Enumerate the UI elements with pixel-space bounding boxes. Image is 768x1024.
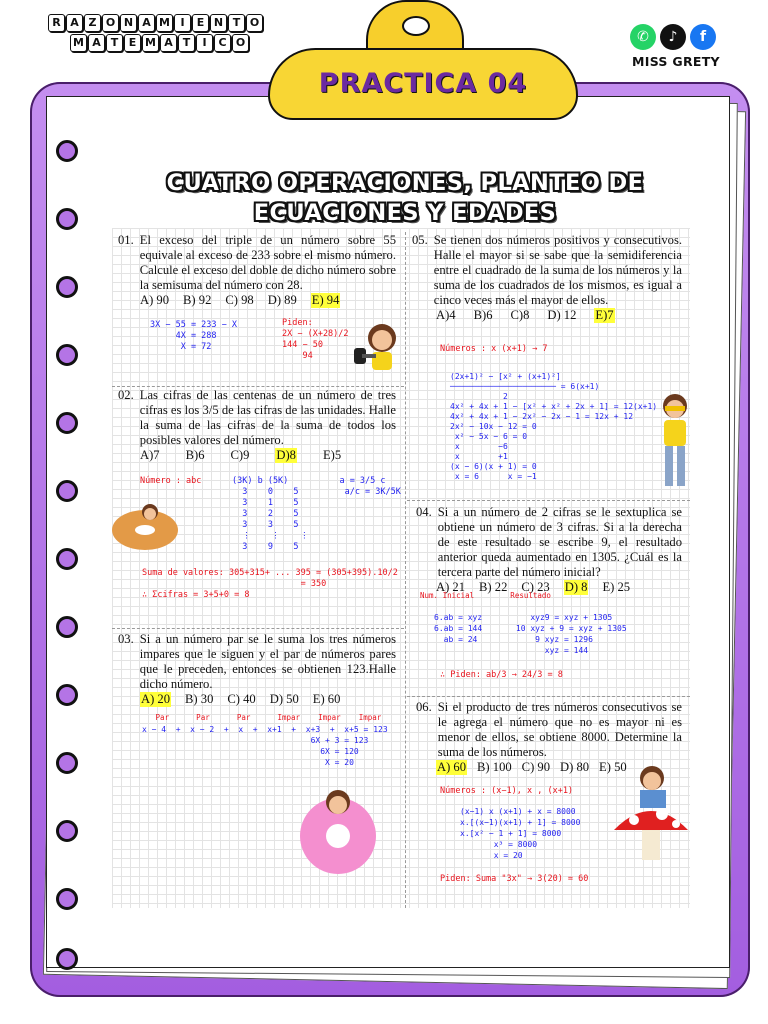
problem-05 xyxy=(412,233,682,323)
brand-letter-tile: I xyxy=(196,34,213,52)
binder-ring-icon xyxy=(56,948,78,970)
problem-statement xyxy=(416,505,682,580)
brand-letter-tile: O xyxy=(102,14,119,32)
avatar-bagel-image xyxy=(110,492,180,552)
whatsapp-icon[interactable]: ✆ xyxy=(630,24,656,50)
answer-options xyxy=(436,308,682,323)
option-e: E) 50 xyxy=(599,760,627,774)
answer-options xyxy=(140,293,396,308)
binder-ring-icon xyxy=(56,820,78,842)
option-e: E) 25 xyxy=(602,580,631,594)
option-e-correct: E) 94 xyxy=(311,293,340,307)
option-d: D) 89 xyxy=(267,293,297,307)
option-b: B) 92 xyxy=(183,293,212,307)
option-e-correct: E)7 xyxy=(595,308,614,322)
p04-asked-text: ∴ Piden: ab/3 → 24/3 = 8 xyxy=(440,670,563,680)
p04-solution: 6.ab = xyz xyz9 = xyz + 1305 6.ab = 144 10 xyz + 9 = xyz + 1305 ab = 24 9 xyz = 1296 xyz = 144 xyxy=(434,613,627,655)
brand-letter-tile: M xyxy=(156,14,173,32)
option-b: B)6 xyxy=(473,308,493,322)
brand-letter-tile: Z xyxy=(84,14,101,32)
binder-ring-icon xyxy=(56,888,78,910)
problem-04 xyxy=(416,505,682,595)
problem-text: Si el producto de tres números consecutivos se le agrega el número que no es mayor ni es menor de ellos, se obtiene 8000. Determine la suma de los números. xyxy=(437,700,682,759)
option-b: B) 30 xyxy=(185,692,214,706)
option-b: B)6 xyxy=(185,448,205,462)
binder-ring-icon xyxy=(56,548,78,570)
answer-options xyxy=(140,448,396,463)
problem-number: 05. xyxy=(412,233,428,247)
problem-statement xyxy=(416,700,682,760)
brand-letter-tile: T xyxy=(228,14,245,32)
clipboard-clip xyxy=(268,0,578,140)
row-divider xyxy=(112,628,404,629)
title-line-1: CUATRO OPERACIONES, PLANTEO DE xyxy=(166,170,644,196)
problem-number: 01. xyxy=(118,233,134,247)
option-e: E) 60 xyxy=(312,692,341,706)
row-divider xyxy=(407,696,690,697)
brand-letter-tile: O xyxy=(232,34,249,52)
social-icons xyxy=(630,24,716,50)
binder-ring-icon xyxy=(56,276,78,298)
avatar-donut-image xyxy=(292,784,384,876)
option-a: A)7 xyxy=(140,448,160,462)
option-b: B) 100 xyxy=(477,760,512,774)
brand-line-matematico xyxy=(70,34,298,52)
author-name: MISS GRETY xyxy=(632,54,720,69)
p02-solution: (3K) b (5K) a = 3/5 c 3 0 5 a/c = 3K/5K 3 1 5 3 2 5 3 3 5 ⋮ ⋮ ⋮ 3 9 5 xyxy=(232,476,401,552)
brand-logo xyxy=(48,14,298,54)
option-c: C) 40 xyxy=(227,692,256,706)
p05-work-label: Números : x (x+1) → 7 xyxy=(440,344,548,354)
option-c: C)9 xyxy=(230,448,250,462)
option-a: A)4 xyxy=(436,308,456,322)
p02-sum-text: Suma de valores: 305+315+ ... 395 = (305+395).10/2 = 350 ∴ Σcifras = 3+5+0 = 8 xyxy=(142,568,398,600)
brand-letter-tile: A xyxy=(138,14,155,32)
tiktok-icon[interactable]: ♪ xyxy=(660,24,686,50)
answer-options xyxy=(140,692,396,707)
p06-asked xyxy=(440,874,588,885)
option-c: C) 98 xyxy=(225,293,254,307)
problem-number: 04. xyxy=(416,505,432,519)
brand-letter-tile: C xyxy=(214,34,231,52)
brand-letter-tile: N xyxy=(210,14,227,32)
brand-letter-tile: A xyxy=(160,34,177,52)
clip-hole xyxy=(402,16,430,36)
brand-letter-tile: E xyxy=(192,14,209,32)
binder-ring-icon xyxy=(56,140,78,162)
p06-solution: (x−1) x (x+1) + x = 8000 x.[(x−1)(x+1) + 1] = 8000 x.[x² − 1 + 1] = 8000 x³ = 8000 x = 20 xyxy=(460,807,581,860)
p05-solution: (2x+1)² − [x² + (x+1)²] ────────────────────── = 6(x+1) 2 4x² + 4x + 1 − [x² + x² + 2x + 1] = 12(x+1) 4x² + 4x + 1 − 2x² − 2x − 1 = 12x + 12 2x² − 10x − 12 = 0 x² − 5x − 6 = 0 x −6 x +1 (x − 6)(x + 1) = 0 x = 6 x = −1 xyxy=(450,372,658,481)
p01-asked-text: Piden: 2X − (X+28)/2 144 − 50 94 xyxy=(282,318,349,361)
brand-line-razonamiento xyxy=(48,14,298,32)
p01-asked xyxy=(282,318,349,362)
binder-ring-icon xyxy=(56,616,78,638)
problem-number: 03. xyxy=(118,632,134,646)
p03-labels: Par Par Par Impar Impar Impar xyxy=(142,713,382,722)
p04-asked xyxy=(440,670,563,681)
brand-letter-tile: R xyxy=(48,14,65,32)
binder-ring-icon xyxy=(56,480,78,502)
brand-letter-tile: T xyxy=(178,34,195,52)
option-d-correct: D)8 xyxy=(276,448,296,462)
option-a: A) 90 xyxy=(140,293,170,307)
worksheet-title xyxy=(120,168,690,228)
row-divider xyxy=(112,386,404,387)
problem-03 xyxy=(118,632,396,707)
row-divider xyxy=(407,500,690,501)
option-e: E)5 xyxy=(322,448,342,462)
brand-letter-tile: N xyxy=(120,14,137,32)
p04-labels: Num. Inicial Resultado xyxy=(420,591,551,600)
brand-letter-tile: E xyxy=(124,34,141,52)
problem-text: El exceso del triple de un número sobre 55 equivale al exceso de 233 sobre el mismo número. Calcule el exceso del doble de dicho número sobre la semisuma del número con 28. xyxy=(139,233,396,292)
problem-01 xyxy=(118,233,396,308)
option-c: C) 23 xyxy=(521,580,550,594)
problem-statement xyxy=(118,233,396,293)
brand-letter-tile: O xyxy=(246,14,263,32)
problem-02 xyxy=(118,388,396,463)
option-d-correct: D) 8 xyxy=(564,580,588,594)
avatar-weights-image xyxy=(352,318,410,380)
binder-ring-icon xyxy=(56,412,78,434)
option-b: B) 22 xyxy=(479,580,508,594)
problem-statement xyxy=(118,388,396,448)
facebook-icon[interactable]: f xyxy=(690,24,716,50)
title-line-2: ECUACIONES Y EDADES xyxy=(253,200,557,226)
binder-ring-icon xyxy=(56,208,78,230)
avatar-sunglasses-image xyxy=(652,390,698,502)
p01-solution: 3X − 55 = 233 − X 4X = 288 X = 72 xyxy=(150,320,237,352)
option-d: D) 12 xyxy=(547,308,577,322)
binder-ring-icon xyxy=(56,684,78,706)
p02-sum xyxy=(142,568,398,601)
binder-ring-icon xyxy=(56,344,78,366)
avatar-mushroom-image xyxy=(612,760,690,868)
option-d: D) 80 xyxy=(560,760,590,774)
problem-number: 02. xyxy=(118,388,134,402)
brand-letter-tile: A xyxy=(88,34,105,52)
binder-ring-icon xyxy=(56,752,78,774)
practice-label: PRACTICA 04 xyxy=(318,68,528,99)
brand-letter-tile: I xyxy=(174,14,191,32)
option-c: C) 90 xyxy=(521,760,551,774)
problem-text: Si a un número par se le suma los tres números impares que le siguen y el par de números pares que le preceden, entonces se obtienen 123.Halle dicho número. xyxy=(139,632,396,691)
problem-text: Si a un número de 2 cifras se le sextuplica se obtiene un número de 3 cifras. Si a la derecha de este resultado se escribe 9, el resultado anterior queda aumentado en 1305. ¿Cuál es la tercera parte del número inicial? xyxy=(437,505,682,579)
problem-text: Las cifras de las centenas de un número de tres cifras es los 3/5 de las cifras de las unidades. Halle la suma de las cifras de la suma de todos los posibles valores del número. xyxy=(139,388,396,447)
problem-number: 06. xyxy=(416,700,432,714)
p06-work-label: Números : (x−1), x , (x+1) xyxy=(440,786,574,796)
option-c: C)8 xyxy=(510,308,530,322)
brand-letter-tile: T xyxy=(106,34,123,52)
option-a-correct: A) 60 xyxy=(437,760,467,774)
problem-statement xyxy=(412,233,682,308)
p06-asked-text: Piden: Suma "3x" → 3(20) = 60 xyxy=(440,874,589,884)
brand-letter-tile: M xyxy=(70,34,87,52)
brand-letter-tile: A xyxy=(66,14,83,32)
option-d: D) 50 xyxy=(269,692,299,706)
problem-statement xyxy=(118,632,396,692)
p02-work-label: Número : abc xyxy=(140,476,202,486)
option-a-correct: A) 20 xyxy=(141,692,171,706)
option-a: A) 21 xyxy=(436,580,466,594)
brand-letter-tile: M xyxy=(142,34,159,52)
problem-text: Se tienen dos números positivos y consecutivos. Halle el mayor si se sabe que la semidiferencia entre el cuadrado de la suma de los números y la suma de los cuadrados de los mismos, es igual a cinco veces más el mayor de ellos. xyxy=(433,233,682,307)
p03-solution: x − 4 + x − 2 + x + x+1 + x+3 + x+5 = 123 6X + 3 = 123 6X = 120 X = 20 xyxy=(142,725,388,767)
